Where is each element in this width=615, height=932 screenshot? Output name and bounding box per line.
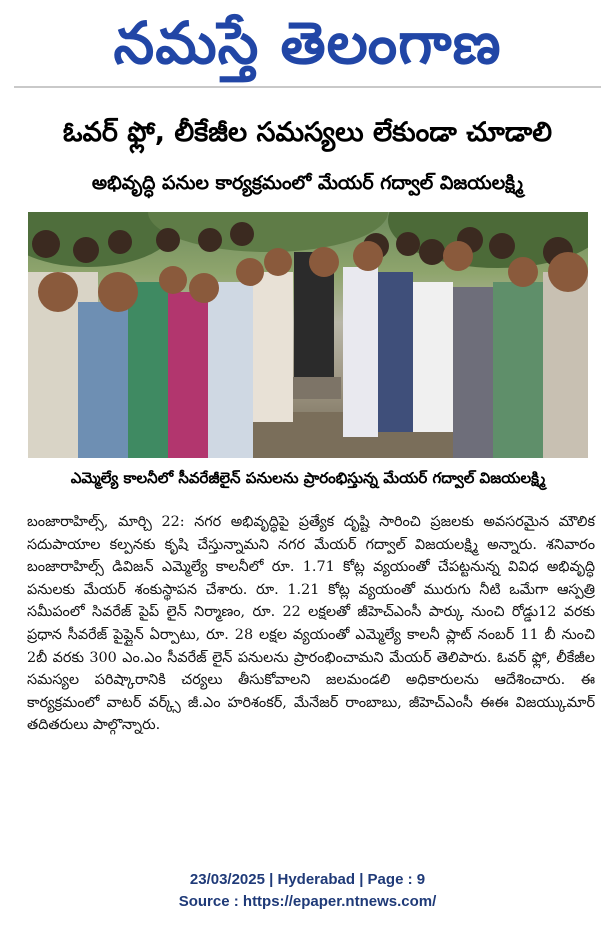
dateline: 23/03/2025 | Hyderabad | Page : 9 [189, 871, 426, 888]
article-photo [28, 212, 588, 458]
source-link[interactable]: Source : https://epaper.ntnews.com/ [178, 893, 437, 910]
article-headline: ఓవర్ ఫ్లో, లీకేజీల సమస్యలు లేకుండా చూడాలి [62, 117, 553, 148]
footer [0, 869, 615, 913]
newspaper-logo: నమస్తే తెలంగాణ [113, 9, 502, 77]
masthead [0, 4, 615, 82]
photo-illustration [28, 212, 588, 458]
article-body: బంజారాహిల్స్, మార్చి 22: నగర అభివృద్ధిపై ప్రత్యేక దృష్టి సారించి ప్రజలకు అవసరమైన మౌలిక సదుపాయాల కల్పనకు కృషి చేస్తున్నామని నగర మేయర్ గద్వాల్ విజయలక్ష్మి అన్నారు. శనివారం బంజారాహిల్స్ డివిజన్ ఎమ్మెల్యే కాలనీలో రూ. 1.71 కోట్ల వ్యయంతో చేపట్టనున్న వివిధ అభివృద్ధి పనులకు మేయర్ శంకుస్థాపన చేశారు. రూ. 1.21 కోట్ల వ్యయంతో మురుగు నీటి ఒమేగా ఆస్పత్రి సమీపంలో సివరేజ్ పైప్ లైన్ నిర్మాణం, రూ. 22 లక్షలతో జీహెచ్ఎంసీ పార్కు నుంచి రోడ్డు12 వరకు ప్రధాన సీవరేజ్ పైప్లైన్ ఏర్పాటు, రూ. 28 లక్షల వ్యయంతో ఎమ్మెల్యే కాలనీ ప్లాట్ నంబర్ 11 బీ నుంచి 2బీ వరకు 300 ఎం.ఎం సీవరేజ్ లైన్ పనులను ప్రారంభించామని మేయర్ తెలిపారు. ఓవర్ ఫ్లో, లీకేజీల సమస్యల పరిష్కారానికి చర్యలు తీసుకోవాలని జలమండలి అధికారులను ఆదేశించారు. ఈ కార్యక్రమంలో వాటర్ వర్క్స్ జీ.ఎం హరిశంకర్, మేనేజర్ రాంబాబు, జీహెచ్ఎంసీ ఈఈ విజయ్కుమార్ తదితరులు పాల్గొన్నారు. [27, 514, 595, 734]
divider [14, 86, 601, 88]
photo-caption: ఎమ్మెల్యే కాలనీలో సీవరేజీలైన్ పనులను ప్రారంభిస్తున్న మేయర్ గద్వాల్ విజయలక్ష్మి [70, 469, 546, 487]
article-subheadline: అభివృద్ధి పనుల కార్యక్రమంలో మేయర్ గద్వాల్ విజయలక్ష్మి [91, 172, 524, 194]
